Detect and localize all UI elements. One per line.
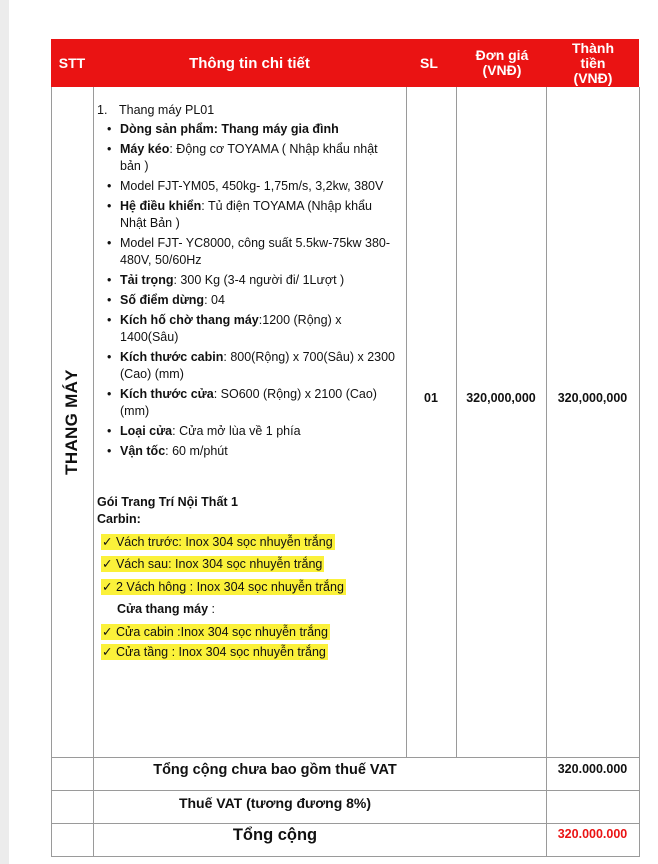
subtotal-label: Tổng cộng chưa bao gồm thuế VAT bbox=[153, 762, 397, 778]
check-item: ✓ Cửa cabin :Inox 304 sọc nhuyễn trắng bbox=[102, 625, 328, 639]
grid-line bbox=[456, 87, 457, 757]
spec-item bbox=[107, 121, 397, 138]
grid-line bbox=[546, 87, 547, 857]
spec-item bbox=[107, 443, 397, 460]
spec-item bbox=[107, 312, 397, 346]
check-icon: ✓ bbox=[102, 580, 113, 594]
spec-key: Loại cửa bbox=[120, 424, 173, 438]
unit-price-value: 320,000,000 bbox=[466, 391, 536, 405]
spec-value: :1200 (Rộng) x 1400(Sâu) bbox=[120, 313, 342, 344]
spec-value: : Động cơ TOYAMA ( Nhập khẩu nhật bản ) bbox=[120, 142, 378, 173]
check-item: ✓ Cửa tầng : Inox 304 sọc nhuyễn trắng bbox=[102, 645, 326, 659]
spec-item bbox=[107, 235, 397, 269]
spec-key: Vận tốc bbox=[120, 444, 166, 458]
door-label: Cửa thang máy : bbox=[117, 602, 215, 616]
grid-line bbox=[51, 856, 640, 857]
spec-value: Model FJT- YC8000, công suất 5.5kw-75kw 380-480V, 50/60Hz bbox=[120, 236, 391, 267]
spec-item bbox=[107, 292, 397, 309]
grid-line bbox=[93, 87, 94, 857]
grand-total-value: 320.000.000 bbox=[557, 827, 628, 841]
bullet-icon: • bbox=[107, 273, 112, 287]
item-number: 1. bbox=[97, 103, 108, 117]
spec-key: Tải trọng bbox=[120, 273, 174, 287]
header-stt: STT bbox=[58, 54, 86, 71]
spec-item bbox=[107, 141, 397, 175]
spec-key: Máy kéo bbox=[120, 142, 170, 156]
spec-list bbox=[107, 121, 397, 463]
grid-line bbox=[51, 757, 640, 758]
grand-total-label: Tổng cộng bbox=[232, 826, 318, 844]
item-title bbox=[97, 102, 214, 119]
carbin-label: Carbin: bbox=[97, 512, 141, 526]
spec-key: Số điểm dừng bbox=[120, 293, 205, 307]
spec-item bbox=[107, 386, 397, 420]
spec-key: Kích thước cửa bbox=[120, 387, 214, 401]
spec-key: Hệ điều khiển bbox=[120, 199, 202, 213]
bullet-icon: • bbox=[107, 199, 112, 213]
spec-key: Kích hố chờ thang máy bbox=[120, 313, 259, 327]
package-title: Gói Trang Trí Nội Thất 1 bbox=[97, 495, 238, 509]
bullet-icon: • bbox=[107, 236, 112, 250]
vat-label: Thuế VAT (tương đương 8%) bbox=[178, 795, 372, 811]
check-item: ✓ 2 Vách hông : Inox 304 sọc nhuyễn trắng bbox=[102, 580, 344, 594]
bullet-icon: • bbox=[107, 142, 112, 156]
package-block bbox=[97, 494, 238, 528]
spec-key: Kích thước cabin bbox=[120, 350, 224, 364]
grid-line bbox=[51, 823, 640, 824]
category-label: THANG MÁY bbox=[62, 369, 82, 475]
total-value: 320,000,000 bbox=[557, 391, 628, 405]
spec-value: : 800(Rộng) x 700(Sâu) x 2300 (Cao) (mm) bbox=[120, 350, 396, 381]
bullet-icon: • bbox=[107, 424, 112, 438]
check-icon: ✓ bbox=[102, 557, 113, 571]
header-total: Thành tiền (VNĐ) bbox=[572, 39, 614, 86]
spec-key: Dòng sản phẩm: Thang máy gia đình bbox=[120, 122, 339, 136]
header-qty: SL bbox=[420, 54, 438, 71]
grid-line bbox=[406, 87, 407, 757]
spec-value: : Cửa mở lùa về 1 phía bbox=[172, 424, 301, 438]
spec-item bbox=[107, 178, 397, 195]
check-item: ✓ Vách sau: Inox 304 sọc nhuyễn trắng bbox=[102, 557, 323, 571]
subtotal-value: 320.000.000 bbox=[557, 762, 628, 776]
page-gutter bbox=[0, 0, 9, 864]
spec-value: : 300 Kg (3-4 người đi/ 1Lượt ) bbox=[173, 273, 345, 287]
spec-value: Model FJT-YM05, 450kg- 1,75m/s, 3,2kw, 380V bbox=[120, 179, 384, 193]
bullet-icon: • bbox=[107, 350, 112, 364]
bullet-icon: • bbox=[107, 179, 112, 193]
spec-value: : 04 bbox=[204, 293, 225, 307]
table-header bbox=[51, 39, 639, 87]
spec-item bbox=[107, 423, 397, 440]
spec-value: : SO600 (Rộng) x 2100 (Cao) (mm) bbox=[120, 387, 377, 418]
qty-value: 01 bbox=[424, 391, 438, 405]
spec-value: : Tủ điện TOYAMA (Nhập khẩu Nhật Bản ) bbox=[120, 199, 372, 230]
check-icon: ✓ bbox=[102, 625, 113, 639]
check-icon: ✓ bbox=[102, 645, 113, 659]
bullet-icon: • bbox=[107, 293, 112, 307]
grid-line bbox=[639, 87, 640, 857]
spec-item bbox=[107, 349, 397, 383]
bullet-icon: • bbox=[107, 313, 112, 327]
check-icon: ✓ bbox=[102, 535, 113, 549]
bullet-icon: • bbox=[107, 122, 112, 136]
grid-line bbox=[51, 790, 640, 791]
item-name: Thang máy PL01 bbox=[119, 103, 215, 117]
spec-value: : 60 m/phút bbox=[165, 444, 228, 458]
bullet-icon: • bbox=[107, 444, 112, 458]
bullet-icon: • bbox=[107, 387, 112, 401]
spec-item bbox=[107, 272, 397, 289]
check-item: ✓ Vách trước: Inox 304 sọc nhuyễn trắng bbox=[102, 535, 333, 549]
spec-item bbox=[107, 198, 397, 232]
category-cell bbox=[51, 88, 93, 756]
header-unit-price: Đơn giá (VNĐ) bbox=[475, 47, 529, 78]
header-details: Thông tin chi tiết bbox=[189, 54, 310, 72]
